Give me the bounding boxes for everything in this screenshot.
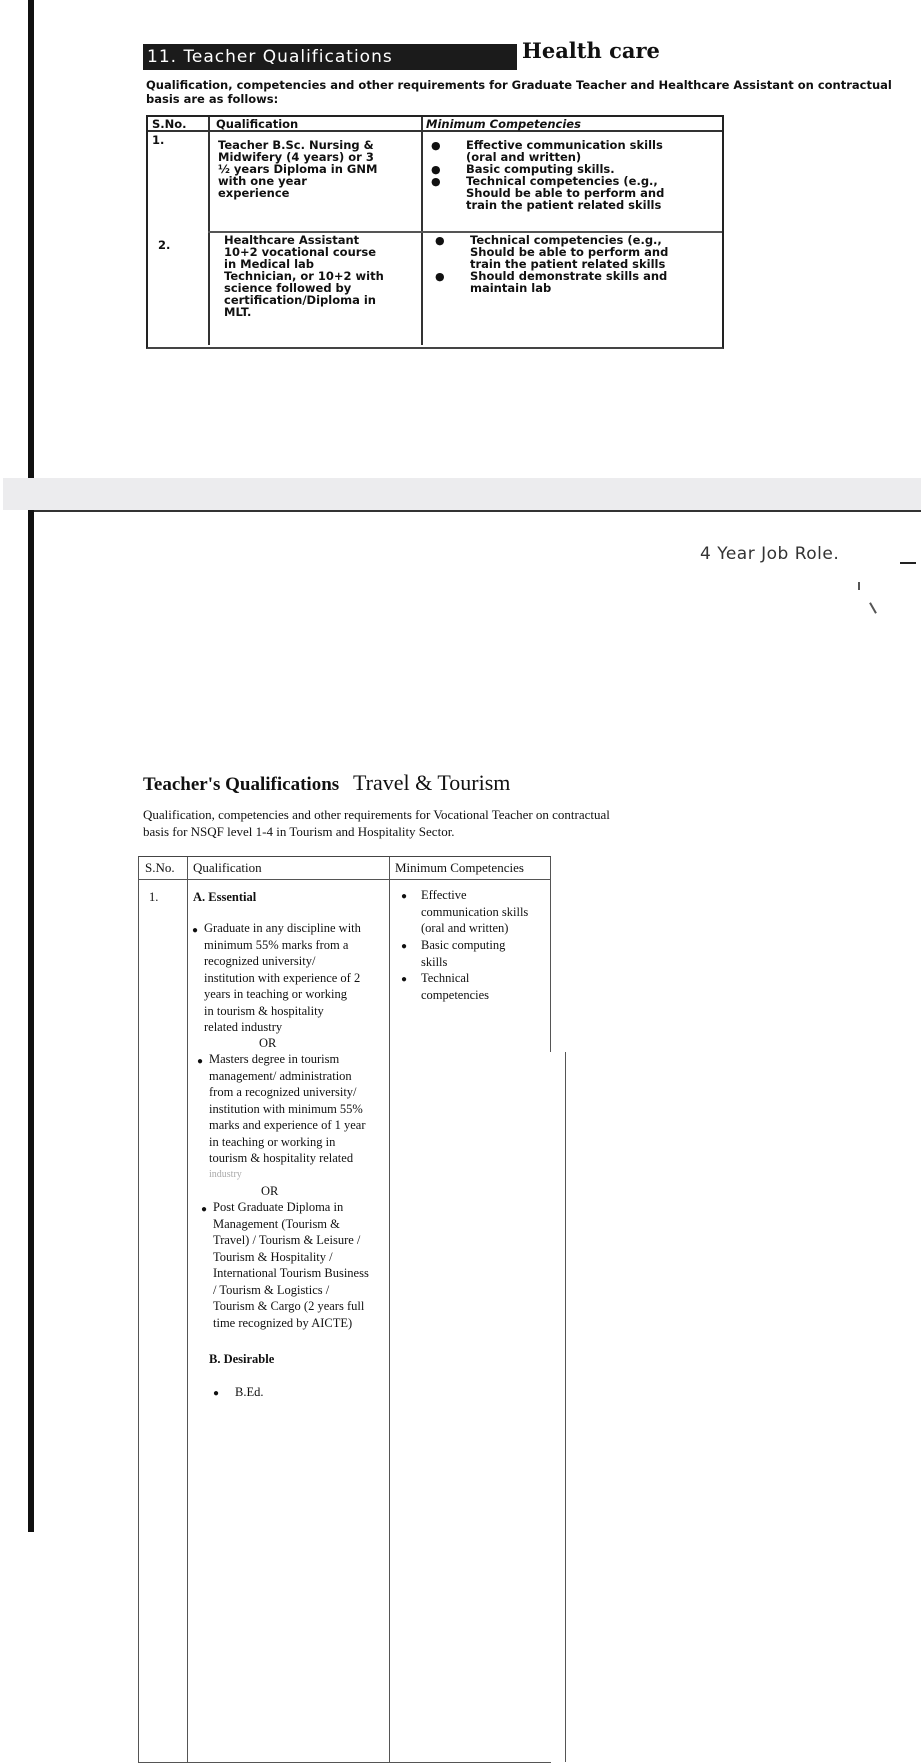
text-line: Technician, or 10+2 with [224, 269, 384, 283]
bullet-icon: ● [431, 139, 441, 152]
header-sno: S.No. [145, 860, 175, 875]
bullet-icon: ● [435, 270, 445, 283]
text-line: tourism & hospitality related [209, 1151, 354, 1165]
text-line: competencies [421, 987, 490, 1002]
text-line: Technical competencies (e.g., [466, 174, 658, 188]
text-line: years in teaching or working [204, 987, 348, 1001]
table-divider [139, 879, 551, 880]
text-line: marks and experience of 1 year [209, 1118, 366, 1132]
text-line: industry [209, 1168, 242, 1180]
header-qualification: Qualification [216, 117, 299, 131]
text-line: time recognized by AICTE) [213, 1315, 353, 1330]
competency-2 [421, 937, 505, 970]
text-line: 10+2 vocational course [224, 245, 377, 259]
text-line: International Tourism Business [213, 1266, 369, 1280]
table-divider [550, 857, 551, 1052]
row-1-qualification [218, 139, 377, 199]
bullet-icon: ● [401, 941, 408, 952]
text-line: MLT. [224, 305, 252, 319]
text-line: Should be able to perform and [466, 186, 665, 200]
page-health-care [0, 0, 921, 478]
row-2-competencies [470, 234, 668, 294]
text-line: Technical competencies (e.g., [470, 233, 662, 247]
text-line: train the patient related skills [466, 198, 662, 212]
text-line: institution with minimum 55% [209, 1101, 363, 1116]
section-title: Teacher's Qualifications [143, 774, 340, 795]
competency-1 [421, 887, 528, 937]
text-line: basis for NSQF level 1-4 in Tourism and Hospitality Sector. [143, 824, 455, 839]
text-line: train the patient related skills [470, 257, 666, 271]
row-2-qualification [224, 234, 384, 318]
text-line: management/ administration [209, 1068, 352, 1083]
page-travel-tourism [0, 510, 921, 1532]
bullet-icon: ● [213, 1388, 220, 1399]
row-1-sno: 1. [149, 890, 159, 904]
or-separator: OR [261, 1184, 279, 1198]
text-line: with one year [218, 174, 307, 188]
text-line: Should be able to perform and [470, 245, 669, 259]
essential-item-3 [213, 1199, 369, 1331]
section-title: 11. Teacher Qualifications [143, 44, 517, 70]
table-divider [389, 857, 390, 1762]
text-line: (oral and written) [466, 150, 582, 164]
bullet-icon: ● [197, 1056, 204, 1067]
text-line: minimum 55% marks from a [204, 937, 349, 952]
page-separator [0, 478, 921, 510]
text-line: Midwifery (4 years) or 3 [218, 150, 374, 164]
row-1-sno: 1. [152, 133, 165, 147]
text-line: certification/Diploma in [224, 293, 376, 307]
bullet-icon: ● [431, 163, 441, 176]
text-line: Should demonstrate skills and [470, 269, 668, 283]
subject-heading: Travel & Tourism [353, 770, 511, 795]
text-line: Effective communication skills [466, 138, 663, 152]
page-edge [28, 510, 34, 1532]
text-line: related industry [204, 1020, 283, 1034]
handwritten-note: 4 Year Job Role. [700, 544, 840, 564]
pen-mark [858, 582, 860, 590]
text-line: Post Graduate Diploma in [213, 1200, 344, 1214]
header-sno: S.No. [152, 117, 187, 131]
text-line: Basic computing skills. [466, 162, 615, 176]
page-edge [28, 0, 34, 478]
essential-item-2 [209, 1051, 366, 1183]
desirable-heading: B. Desirable [209, 1352, 275, 1366]
desirable-item-1: B.Ed. [235, 1385, 264, 1399]
text-line: Management (Tourism & [213, 1216, 340, 1231]
header-competencies: Minimum Competencies [426, 117, 581, 131]
bullet-icon: ● [192, 925, 199, 936]
text-line: Graduate in any discipline with [204, 921, 361, 935]
competency-3 [421, 970, 489, 1003]
or-separator: OR [259, 1036, 277, 1050]
text-line: maintain lab [470, 281, 552, 295]
qualification-table [138, 856, 551, 1763]
bullet-icon: ● [401, 891, 408, 902]
text-line: Teacher B.Sc. Nursing & [218, 138, 374, 152]
pen-mark [869, 602, 877, 613]
header-qualification: Qualification [193, 860, 262, 875]
text-line: science followed by [224, 281, 352, 295]
intro-text: Qualification, competencies and other requirements for Graduate Teacher and Healthcare Assistant on contractual basis are as follows: [146, 78, 892, 106]
essential-heading: A. Essential [193, 890, 257, 904]
text-line: Travel) / Tourism & Leisure / [213, 1233, 361, 1247]
text-line: skills [421, 954, 448, 969]
header-competencies: Minimum Competencies [395, 860, 524, 875]
text-line: communication skills [421, 904, 529, 919]
bullet-icon: ● [401, 974, 408, 985]
text-line: Tourism & Hospitality / [213, 1249, 333, 1264]
text-line: Technical [421, 971, 470, 985]
qualification-table [146, 115, 724, 349]
text-line: Masters degree in tourism [209, 1052, 340, 1066]
text-line: Basic computing [421, 938, 506, 952]
page-edge [0, 478, 3, 510]
text-line: ½ years Diploma in GNM [218, 162, 378, 176]
page-edge [34, 510, 921, 512]
bullet-icon: ● [431, 175, 441, 188]
text-line: in tourism & hospitality [204, 1003, 324, 1018]
text-line: Effective [421, 888, 467, 902]
text-line: Qualification, competencies and other requirements for Vocational Teacher on contractual [143, 807, 610, 822]
text-line: in Medical lab [224, 257, 315, 271]
bullet-icon: ● [201, 1204, 208, 1215]
text-line: in teaching or working in [209, 1134, 336, 1149]
text-line: (oral and written) [421, 921, 509, 935]
text-line: from a recognized university/ [209, 1085, 357, 1099]
table-divider [565, 1052, 566, 1762]
row-1-competencies [466, 139, 664, 211]
text-line: experience [218, 186, 290, 200]
text-line: Tourism & Cargo (2 years full [213, 1299, 365, 1313]
text-line: institution with experience of 2 [204, 970, 361, 985]
pen-mark [900, 562, 916, 564]
intro-text [143, 806, 703, 840]
table-divider [187, 857, 188, 1762]
text-line: recognized university/ [204, 954, 316, 968]
text-line: Healthcare Assistant [224, 233, 360, 247]
bullet-icon: ● [435, 234, 445, 247]
essential-item-1 [204, 920, 361, 1036]
subject-heading: Health care [522, 38, 660, 63]
text-line: / Tourism & Logistics / [213, 1282, 330, 1297]
row-2-sno: 2. [158, 238, 171, 252]
